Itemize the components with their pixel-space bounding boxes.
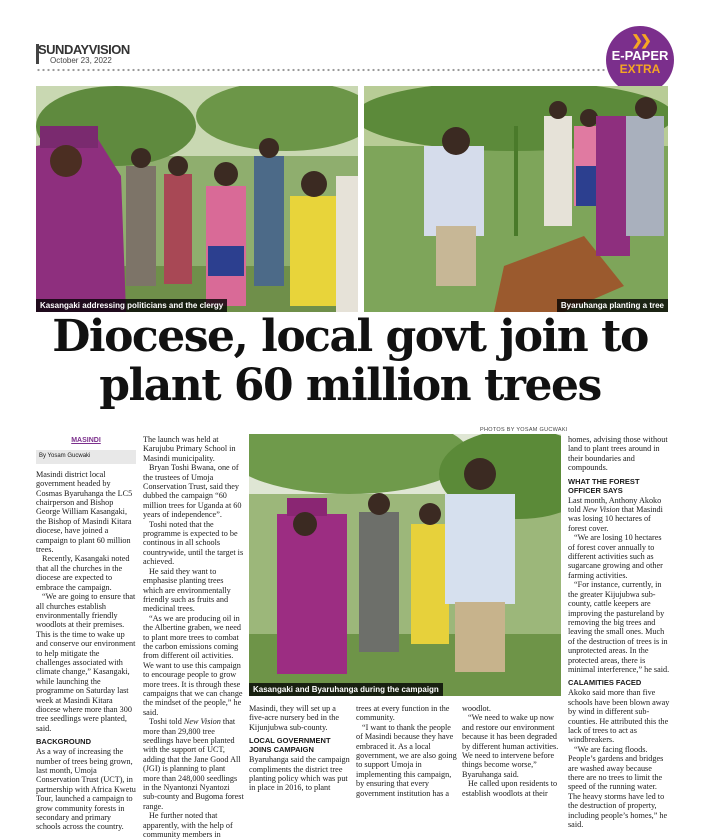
col1-p3: “We are going to ensure that all churches establish environmentally friendly woodlots at their premises. This is the time to wake up and conserve our environment to help mitigate the challenges associated with climate change,” Kasangaki, while launching the programme on Saturday last week at Masindi Kitara diocese where more than 300 tree seedlings were planted, said. xyxy=(36,592,136,733)
col2-p4: He said they want to emphasise planting trees which are environmentally friendly such as fruits and medicinal trees. xyxy=(143,566,231,614)
epaper-extra-badge xyxy=(606,26,674,94)
badge-line2: EXTRA xyxy=(619,62,661,76)
photo-caption-left: Kasangaki addressing politicians and the clergy xyxy=(36,299,227,312)
photo-tree-planting xyxy=(364,86,668,312)
col5-p2: “We need to wake up now and restore our environment because it has been degraded by different human activities. We need to intervene before things become worse,” Byaruhanga said. xyxy=(462,713,559,779)
col6-p3: “We are losing 10 hectares of forest cover annually to different activities such as sugarcane growing and other farming activities. xyxy=(568,533,663,580)
photo-caption-middle: Kasangaki and Byaruhanga during the campaign xyxy=(249,683,443,696)
col6-subhead-2: CALAMITIES FACED xyxy=(568,678,642,688)
photo-clergy xyxy=(36,86,358,312)
column-5 xyxy=(462,704,562,798)
col6-subhead-1: WHAT THE FOREST OFFICER SAYS xyxy=(568,476,640,495)
col2-p7: He further noted that apparently, with the help of community members in xyxy=(143,811,233,839)
col4-p2: “I want to thank the people of Masindi because they have embraced it. As a local government, we are also going to support Umoja in implementing this campaign, by ensuring that every government institution has a xyxy=(356,722,457,798)
col2-p6-lead: Toshi told xyxy=(149,717,184,727)
headline xyxy=(40,312,660,410)
headline-line2: plant 60 million trees xyxy=(99,360,601,411)
col2-p1: The launch was held at Karujubu Primary School in Masindi municipality. xyxy=(143,435,236,463)
col1-p2: Recently, Kasangaki noted that all the churches in the diocese are expected to embrace the campaign. xyxy=(36,554,130,592)
photo-caption-right: Byaruhanga planting a tree xyxy=(557,299,668,312)
headline-line1: Diocese, local govt join to xyxy=(52,311,648,362)
col2-p3: Toshi noted that the programme is expected to be continous in all schools countrywide, until the target is achieved. xyxy=(143,519,244,567)
col1-p4: As a way of increasing the number of trees being grown, last month, Umoja Conservation Trust (UCT), in partnership with Africa Kwetu Tour, launched a campaign to grow community forests in secondary and primary schools across the country. xyxy=(36,747,136,832)
masthead-name: SUNDAYVISION xyxy=(38,42,130,57)
badge-line1: E-PAPER xyxy=(611,48,669,63)
column-3 xyxy=(249,704,350,793)
col2-p5: “As we are producing oil in the Albertine graben, we need to plant more trees to combat the carbon emissions coming from different oil activities. We want to use this campaign to encourage people to grow more trees. It is through these campaigns that we can change the mindset of the people,” he said. xyxy=(143,613,243,717)
dotted-rule xyxy=(36,68,606,72)
col6-p2-tail: that Masindi was losing 10 hectares of forest cover. xyxy=(568,505,663,533)
double-chevron-icon: ❯❯ xyxy=(631,32,649,48)
col1-p1: Masindi district local government headed by Cosmas Byaruhanga the LC5 chairperson and Bishop George William Kasangaki, the Bishop of Masindi Kitara diocese, have joined a campaign to plant 60 million trees. xyxy=(36,469,133,555)
col5-p3: He called upon residents to establish woodlots at their xyxy=(462,779,558,798)
col1-subhead: BACKGROUND xyxy=(36,737,91,747)
column-6 xyxy=(568,435,670,829)
col2-p6-em: New Vision xyxy=(183,717,221,727)
col5-p1: woodlot. xyxy=(462,704,491,713)
column-2 xyxy=(143,435,244,839)
column-1 xyxy=(36,435,136,832)
col6-p2-lead: Last month, Anthony Akoko told xyxy=(568,495,662,515)
col3-subhead: LOCAL GOVERNMENT JOINS CAMPAIGN xyxy=(249,736,331,755)
col3-p1: Masindi, they will set up a five-acre nursery bed in the Kijunjubwa sub-county. xyxy=(249,704,340,732)
byline: By Yosam Gucwaki xyxy=(36,450,136,463)
photo-credit: PHOTOS BY YOSAM GUCWAKI xyxy=(480,427,568,433)
col6-p5: Akoko said more than five schools have been blown away by wind in different sub-counties. He attributed this the lack of trees to act as windbreakers. xyxy=(568,688,670,745)
photo-campaign xyxy=(249,434,561,696)
masthead-date: October 23, 2022 xyxy=(50,56,112,65)
col4-p1: trees at every function in the community. xyxy=(356,704,450,723)
col6-p2-em: New Vision xyxy=(582,505,620,515)
col2-p6-tail: that more than 29,800 tree seedlings have been planted with the support of UCT, adding that the Jane Good All (JGI) is planning to plant more than 248,000 seedlings in the Nyantonzi Nyantozi sub-county and Bugoma forest range. xyxy=(143,717,244,811)
col6-p6: “We are facing floods. People’s gardens and bridges are washed away because there are no trees to limit the speed of the running water. The heavy storms have led to the destruction of property, including people’s homes,” he said. xyxy=(568,744,668,830)
col2-p2: Bryan Toshi Bwana, one of the trustees of Umoja Conservation Trust, said they dubbed the campaign “60 million trees for Uganda at 60 years of independence”. xyxy=(143,463,242,520)
col6-p1: homes, advising those without land to plant trees around in their boundaries and compounds. xyxy=(568,435,668,473)
col3-p2: Byaruhanga said the campaign compliments the district tree planting policy which was put in place in 2016, to plant xyxy=(249,755,350,793)
column-4 xyxy=(356,704,457,798)
col6-p2 xyxy=(568,496,670,534)
col6-p4: “For instance, currently, in the greater Kijujubwa sub-county, cattle keepers are improving the pastureland by removing the big trees and leaving the small ones. Much of the destruction of trees is in unprotected areas. In the protected areas, there is minimal interference,” he said. xyxy=(568,580,670,674)
dateline-location: MASINDI xyxy=(71,437,101,444)
col2-p6 xyxy=(143,717,244,811)
